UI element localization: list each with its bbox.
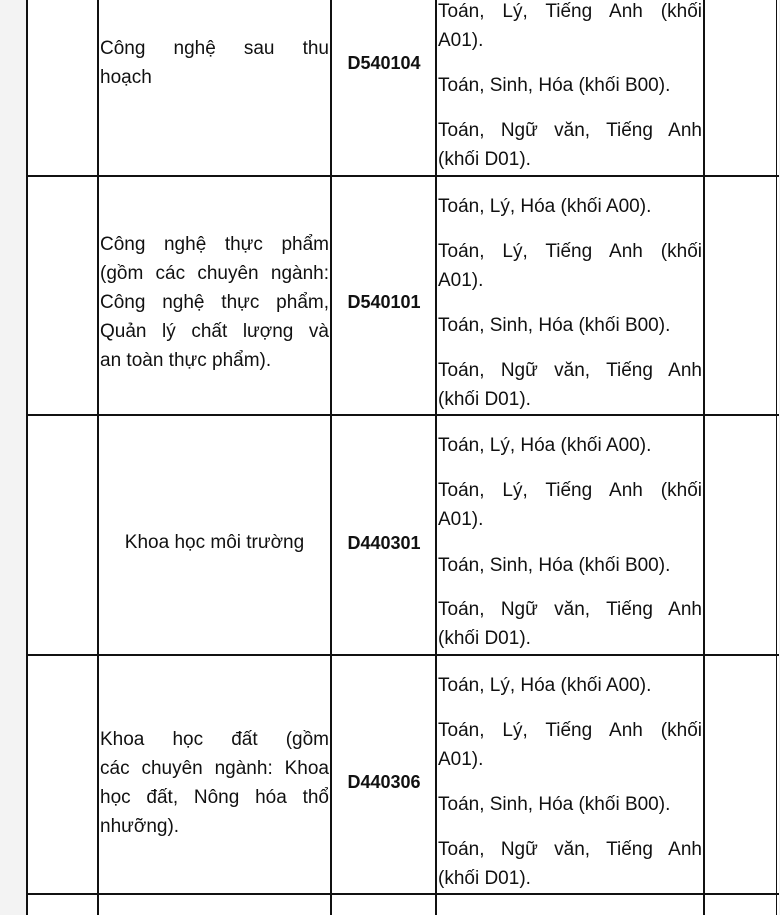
row-divider-1 bbox=[26, 175, 779, 177]
subject-line: A01). bbox=[438, 270, 484, 291]
subject-line: Toán, Lý, Hóa (khối A00). bbox=[438, 675, 652, 696]
major-name-cell bbox=[100, 230, 329, 375]
subject-line: Toán, Sinh, Hóa (khối B00). bbox=[438, 315, 671, 336]
subject-combination bbox=[438, 71, 702, 100]
major-code: D440301 bbox=[347, 533, 421, 553]
subject-combination bbox=[438, 671, 702, 700]
subject-combination bbox=[438, 192, 702, 221]
subject-combination bbox=[438, 716, 702, 774]
subject-line: Toán, Ngữ văn, Tiếng Anh bbox=[438, 360, 702, 381]
column-divider-4 bbox=[703, 0, 705, 915]
subject-combination bbox=[438, 431, 702, 460]
major-name-line: Công nghệ thực phẩm, bbox=[100, 292, 329, 313]
subject-combination bbox=[438, 0, 702, 55]
row-divider-3 bbox=[26, 654, 779, 656]
column-divider-2 bbox=[330, 0, 332, 915]
major-name-cell bbox=[100, 528, 329, 557]
row-divider-4 bbox=[26, 893, 779, 895]
subject-line: Toán, Sinh, Hóa (khối B00). bbox=[438, 555, 671, 576]
subject-line: Toán, Ngữ văn, Tiếng Anh bbox=[438, 120, 702, 141]
subject-line: (khối D01). bbox=[438, 628, 531, 649]
major-name-line: Khoa học môi trường bbox=[124, 532, 305, 553]
subject-line: (khối D01). bbox=[438, 868, 531, 889]
subject-combination bbox=[438, 835, 702, 893]
major-name-line: Khoa học đất (gồm bbox=[100, 729, 329, 750]
major-name-line: các chuyên ngành: Khoa bbox=[100, 758, 329, 779]
major-name-cell bbox=[100, 34, 329, 92]
subject-line: A01). bbox=[438, 749, 484, 770]
major-name-line: hoạch bbox=[100, 67, 152, 88]
major-name-line: (gồm các chuyên ngành: bbox=[100, 263, 329, 284]
major-name-line: Công nghệ sau thu bbox=[100, 38, 329, 59]
subject-line: Toán, Lý, Tiếng Anh (khối bbox=[438, 241, 702, 262]
column-divider-3 bbox=[435, 0, 437, 915]
subject-combination bbox=[438, 311, 702, 340]
subject-combination bbox=[438, 551, 702, 580]
table-border-right bbox=[776, 0, 777, 915]
major-code: D540104 bbox=[347, 53, 421, 73]
subject-line: Toán, Lý, Tiếng Anh (khối bbox=[438, 720, 702, 741]
subject-line: Toán, Sinh, Hóa (khối B00). bbox=[438, 75, 671, 96]
subject-line: A01). bbox=[438, 30, 484, 51]
subject-line: Toán, Lý, Hóa (khối A00). bbox=[438, 435, 652, 456]
subject-line: Toán, Ngữ văn, Tiếng Anh bbox=[438, 599, 702, 620]
major-name-line: Công nghệ thực phẩm bbox=[100, 234, 329, 255]
major-name-line: học đất, Nông hóa thổ bbox=[100, 787, 329, 808]
column-divider-1 bbox=[97, 0, 99, 915]
subject-line: Toán, Lý, Tiếng Anh (khối bbox=[438, 480, 702, 501]
subject-combination bbox=[438, 116, 702, 174]
subject-line: Toán, Lý, Tiếng Anh (khối bbox=[438, 1, 702, 22]
major-code: D440306 bbox=[347, 772, 421, 792]
subject-line: (khối D01). bbox=[438, 149, 531, 170]
subject-line: Toán, Ngữ văn, Tiếng Anh bbox=[438, 839, 702, 860]
row-divider-2 bbox=[26, 414, 779, 416]
major-name-cell bbox=[100, 725, 329, 841]
subject-combination bbox=[438, 237, 702, 295]
subject-line: (khối D01). bbox=[438, 389, 531, 410]
major-name-line: an toàn thực phẩm). bbox=[100, 350, 272, 371]
subject-combination bbox=[438, 476, 702, 534]
subject-line: A01). bbox=[438, 509, 484, 530]
major-name-line: nhưỡng). bbox=[100, 816, 180, 837]
major-name-line: Quản lý chất lượng và bbox=[100, 321, 329, 342]
subject-combination bbox=[438, 356, 702, 414]
subject-combination bbox=[438, 790, 702, 819]
subject-line: Toán, Sinh, Hóa (khối B00). bbox=[438, 794, 671, 815]
major-code: D540101 bbox=[347, 292, 421, 312]
table-border-left bbox=[26, 0, 28, 915]
subject-combination bbox=[438, 595, 702, 653]
subject-line: Toán, Lý, Hóa (khối A00). bbox=[438, 196, 652, 217]
